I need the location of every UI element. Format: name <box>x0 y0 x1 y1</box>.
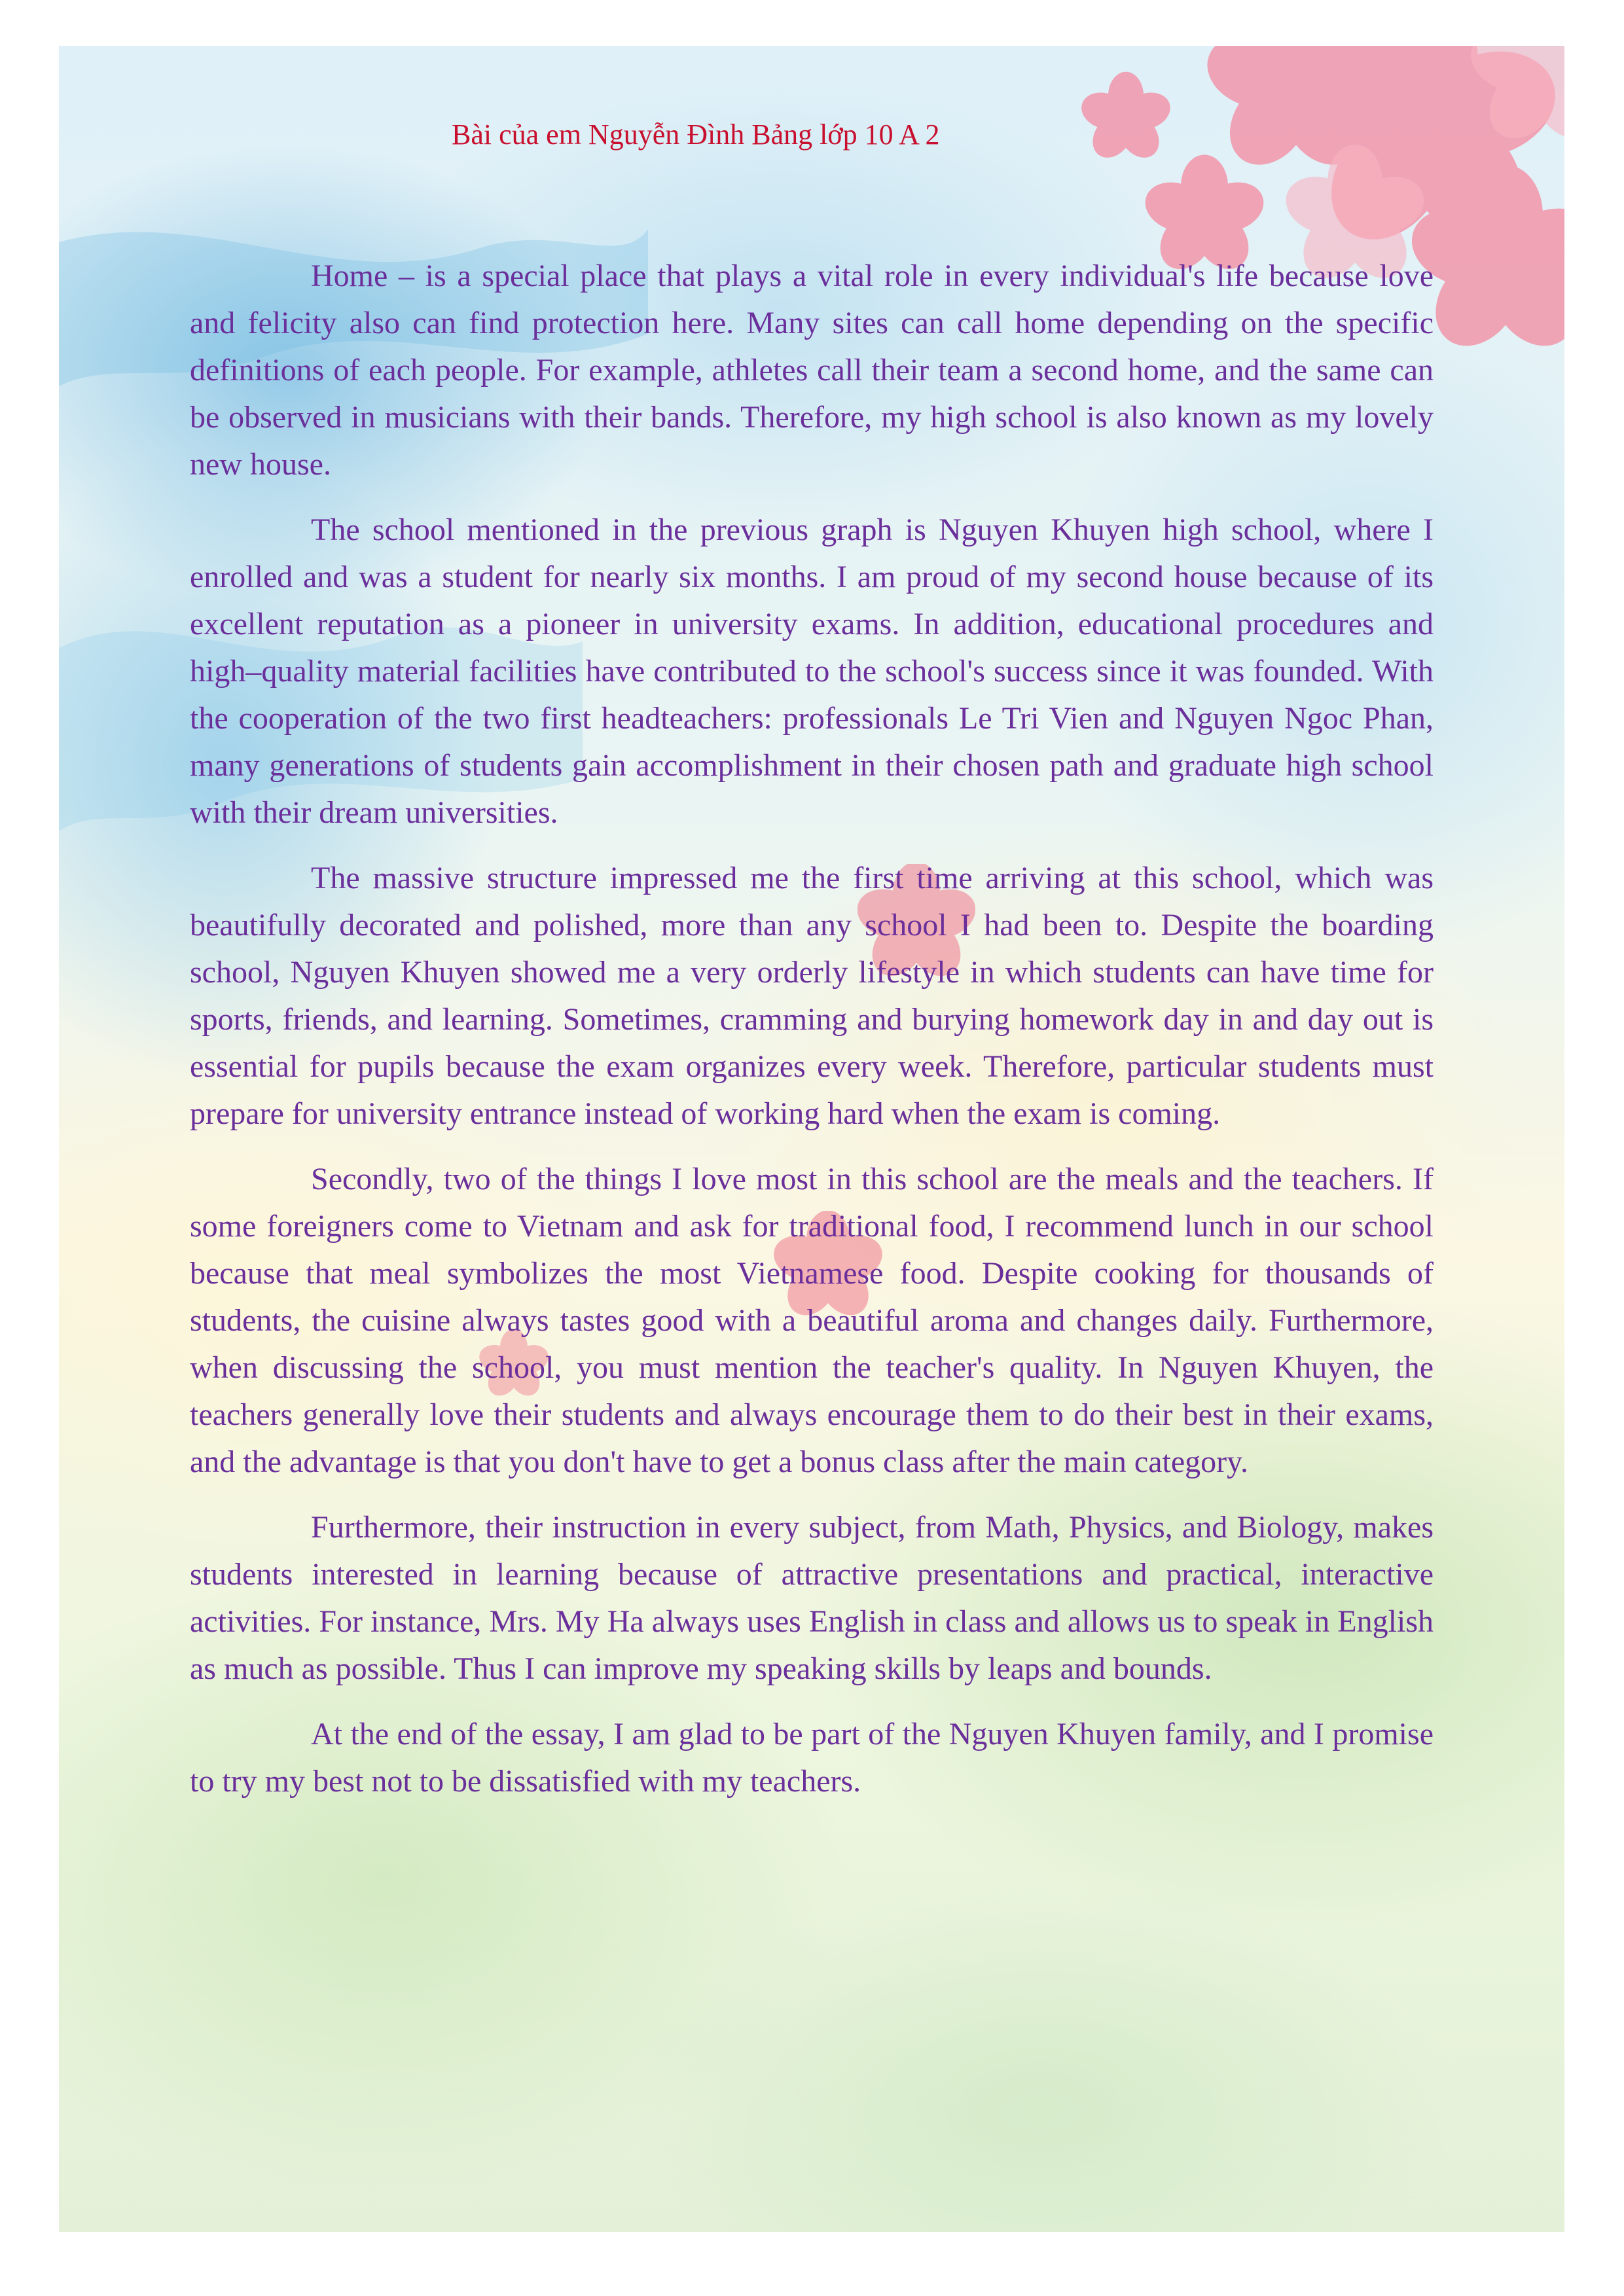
essay-paragraph: Home – is a special place that plays a vital role in every individual's life because love and felicity also can find protection here. Many sites can call home depending on the specific definitions of each people. For example, athletes call their team a second home, and the same can be observed in musicians with their bands. Therefore, my high school is also known as my lovely new house. <box>190 259 1434 482</box>
watercolor-background <box>59 46 1564 2232</box>
essay-paragraph: Secondly, two of the things I love most in this school are the meals and the teachers. If some foreigners come to Vietnam and ask for traditional food, I recommend lunch in our school because that meal symbolizes the most Vietnamese food. Despite cooking for thousands of students, the cuisine always tastes good with a beautiful aroma and changes daily. Furthermore, when discussing the school, you must mention the teacher's quality. In Nguyen Khuyen, the teachers generally love their students and always encourage them to do their best in their exams, and the advantage is that you don't have to get a bonus class after the main category. <box>190 1162 1434 1479</box>
page-title: Bài của em Nguyễn Đình Bảng lớp 10 A 2 <box>452 118 940 151</box>
essay-paragraph: At the end of the essay, I am glad to be part of the Nguyen Khuyen family, and I promise to try my best not to be dissatisfied with my teachers. <box>190 1717 1434 1799</box>
essay-paragraph: The massive structure impressed me the first time arriving at this school, which was beautifully decorated and polished, more than any school I had been to. Despite the boarding school, Nguyen Khuyen showed me a very orderly lifestyle in which students can have time for sports, friends, and learning. Sometimes, cramming and burying homework day in and day out is essential for pupils because the exam organizes every week. Therefore, particular students must prepare for university entrance instead of working hard when the exam is coming. <box>190 861 1434 1131</box>
essay-body <box>190 253 1434 1823</box>
essay-paragraph: The school mentioned in the previous graph is Nguyen Khuyen high school, where I enrolled and was a student for nearly six months. I am proud of my second house because of its excellent reputation as a pioneer in university exams. In addition, educational procedures and high–quality material facilities have contributed to the school's success since it was founded. With the cooperation of the two first headteachers: professionals Le Tri Vien and Nguyen Ngoc Phan, many generations of students gain accomplishment in their chosen path and graduate high school with their dream universities. <box>190 512 1434 830</box>
essay-paragraph: Furthermore, their instruction in every subject, from Math, Physics, and Biology, makes students interested in learning because of attractive presentations and practical, interactive activities. For instance, Mrs. My Ha always uses English in class and allows us to speak in English as much as possible. Thus I can improve my speaking skills by leaps and bounds. <box>190 1510 1434 1686</box>
